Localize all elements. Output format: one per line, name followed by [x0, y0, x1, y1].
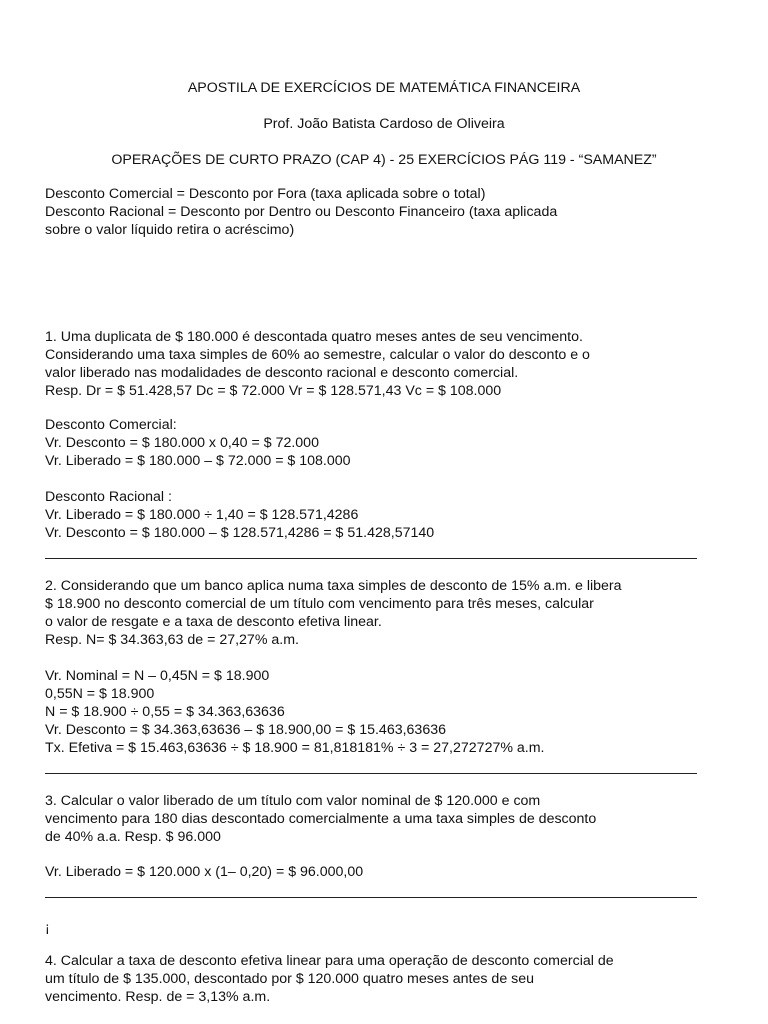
intro-definitions	[45, 185, 725, 239]
exercise-1-racional-solution	[45, 488, 725, 542]
solution-line: Vr. Liberado = $ 120.000 x (1– 0,20) = $ 96.000,00	[45, 864, 364, 880]
intro-line: Desconto Racional = Desconto por Dentro ou Desconto Financeiro (taxa aplicada	[45, 204, 558, 220]
solution-heading: Desconto Comercial:	[45, 417, 177, 433]
exercise-1-statement	[45, 328, 725, 400]
solution-line: Tx. Efetiva = $ 15.463,63636 ÷ $ 18.900 = 81,818181% ÷ 3 = 27,272727% a.m.	[45, 740, 545, 756]
exercise-2-statement	[45, 577, 725, 649]
section-divider	[45, 773, 697, 774]
intro-line: sobre o valor líquido retira o acréscimo)	[45, 222, 295, 238]
statement-line: Considerando uma taxa simples de 60% ao semestre, calcular o valor do desconto e o	[45, 347, 590, 363]
answer-line: Resp. Dr = $ 51.428,57 Dc = $ 72.000 Vr = $ 128.571,43 Vc = $ 108.000	[45, 383, 502, 399]
solution-line: Vr. Liberado = $ 180.000 ÷ 1,40 = $ 128.571,4286	[45, 507, 359, 523]
solution-line: Vr. Nominal = N – 0,45N = $ 18.900	[45, 668, 270, 684]
exercise-3-statement	[45, 792, 725, 846]
solution-line: Vr. Desconto = $ 34.363,63636 – $ 18.900,00 = $ 15.463,63636	[45, 722, 446, 738]
answer-line: vencimento. Resp. de = 3,13% a.m.	[45, 989, 271, 1005]
solution-line: N = $ 18.900 ÷ 0,55 = $ 34.363,63636	[45, 704, 285, 720]
statement-line: um título de $ 135.000, descontado por $ 120.000 quatro meses antes de seu	[45, 971, 535, 987]
statement-line: o valor de resgate e a taxa de desconto efetiva linear.	[45, 614, 382, 630]
solution-heading: Desconto Racional :	[45, 489, 172, 505]
exercise-1-comercial-solution	[45, 416, 725, 470]
solution-line: Vr. Desconto = $ 180.000 x 0,40 = $ 72.000	[45, 435, 319, 451]
solution-line: Vr. Liberado = $ 180.000 – $ 72.000 = $ 108.000	[45, 453, 351, 469]
section-divider	[45, 897, 697, 898]
document-title: APOSTILA DE EXERCÍCIOS DE MATEMÁTICA FINANCEIRA	[187, 80, 581, 96]
exercise-2-solution	[45, 667, 725, 757]
statement-line: valor liberado nas modalidades de desconto racional e desconto comercial.	[45, 365, 519, 381]
document-subtitle: OPERAÇÕES DE CURTO PRAZO (CAP 4) - 25 EXERCÍCIOS PÁG 119 - “SAMANEZ”	[111, 152, 657, 168]
statement-line: de 40% a.a. Resp. $ 96.000	[45, 829, 221, 845]
statement-line: 2. Considerando que um banco aplica numa taxa simples de desconto de 15% a.m. e libera	[45, 578, 622, 594]
statement-line: 3. Calcular o valor liberado de um título com valor nominal de $ 120.000 e com	[45, 793, 541, 809]
statement-line: 4. Calcular a taxa de desconto efetiva linear para uma operação de desconto comercial de	[45, 953, 614, 969]
stray-mark-text: ¡	[45, 920, 50, 936]
intro-line: Desconto Comercial = Desconto por Fora (taxa aplicada sobre o total)	[45, 186, 486, 202]
statement-line: 1. Uma duplicata de $ 180.000 é descontada quatro meses antes de seu vencimento.	[45, 329, 583, 345]
solution-line: 0,55N = $ 18.900	[45, 686, 155, 702]
document-author: Prof. João Batista Cardoso de Oliveira	[263, 116, 505, 132]
stray-mark	[45, 919, 725, 937]
section-divider	[45, 558, 697, 559]
exercise-3-solution	[45, 863, 725, 881]
statement-line: $ 18.900 no desconto comercial de um título com vencimento para três meses, calcular	[45, 596, 594, 612]
answer-line: Resp. N= $ 34.363,63 de = 27,27% a.m.	[45, 632, 299, 648]
exercise-4-statement	[45, 952, 725, 1006]
solution-line: Vr. Desconto = $ 180.000 – $ 128.571,4286 = $ 51.428,57140	[45, 525, 435, 541]
statement-line: vencimento para 180 dias descontado comercialmente a uma taxa simples de desconto	[45, 811, 597, 827]
